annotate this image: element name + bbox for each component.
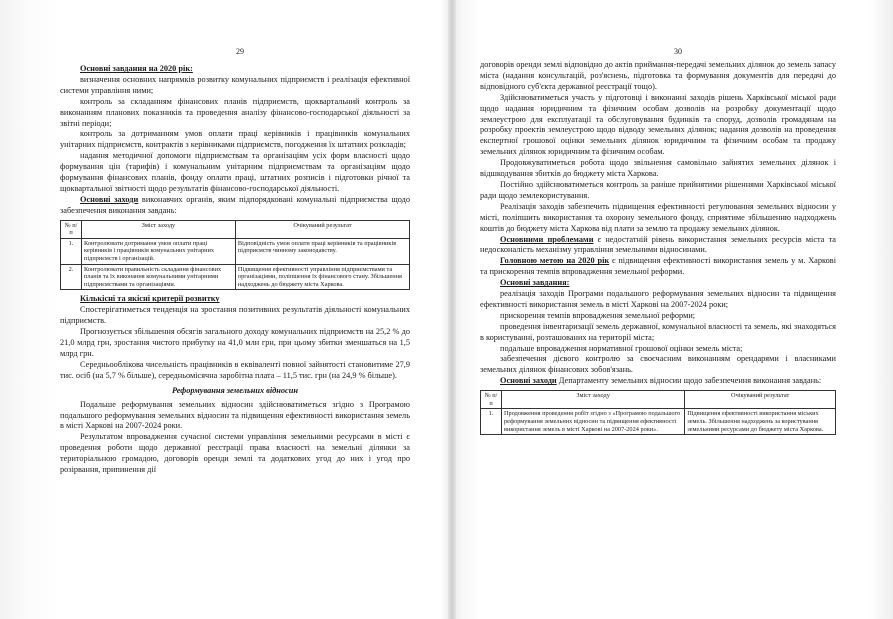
task-item: подальше впровадження нормативної грошової оцінки земель міста;	[500, 343, 743, 353]
table-header: Зміст заходу	[502, 391, 685, 409]
task-item: визначення основних напрямків розвитку комунальних підприємств і реалізація ефективної системи управління ними;	[60, 74, 410, 95]
task-item: проведення інвентаризації земель державної, комунальної власності та земель, які знаходяться в користуванні, розташованих на території міста;	[480, 321, 836, 342]
table-header: Зміст заходу	[82, 220, 236, 238]
page-fold	[448, 0, 456, 619]
task-item: контроль за складанням фінансових планів підприємств, щоквартальний контроль за виконанням планових показників та проведення аналізу фінансово-господарської діяльності за звітні періоди;	[60, 96, 410, 128]
measures-table-right	[480, 390, 836, 435]
paragraph: Здійснюватиметься участь у підготовці і виконанні заходів рішень Харківської міської ради щодо надання юридичним та фізичним особам дозволів на розробку документації щодо землеустрою для експлуатації та обслуговування будинків та споруд, дозволів громадянам на розробку проектів землеустрою щодо відводу земельних ділянок; надання дозволів на проведення експертної грошової оцінки земельних ділянок юридичним та фізичним особам та продажу земельних ділянок юридичним та фізичним особам.	[480, 92, 836, 157]
section-paragraph: Результатом впровадження сучасної системи управління земельними ресурсами в місті є проведення роботи щодо державної реєстрації права власності на земельні ділянки за територіальною громадою, договорів оренди землі та додаткових угод до них і угод про розірвання, припинення дії	[60, 432, 410, 475]
goal-paragraph: Головною метою на 2020 рік є підвищення ефективності використання земель у м. Харкові та прискорення темпів впровадження земельної реформи.	[480, 256, 836, 277]
measures-table-left	[60, 220, 410, 291]
section-title: Реформування земельних відносин	[172, 385, 298, 395]
task-item: контроль за дотриманням умов оплати праці керівників і працівників комунальних унітарних підприємств, контрактів з керівниками підприємств, погодження їх штатних розкладів;	[60, 129, 410, 150]
table-header: Очікуваний результат	[235, 220, 409, 238]
problems-paragraph: Основними проблемами є недостатній рівень використання земельних ресурсів міста та недосконалість механізму управління земельними відносинами.	[480, 234, 836, 255]
left-page-content	[60, 64, 410, 476]
task-item: забезпечення дієвого контролю за своєчасним виконанням орендарями і власниками земельних ділянок фінансових зобов'язань.	[480, 354, 836, 375]
table-header: Очікуваний результат	[685, 391, 836, 409]
criteria-heading: Кількісні та якісні критерії розвитку	[80, 294, 220, 304]
task-item: прискорення темпів впровадження земельної реформи;	[500, 310, 696, 320]
section-paragraph: Подальше реформування земельних відносин здійснюватиметься згідно з Програмою подальшого реформування земельних відносин та підвищення ефективності використання земель в місті Харкові на 2007-2024 роки.	[60, 399, 410, 431]
task-item: надання методичної допомоги підприємствам та організаціям усіх форм власності щодо формування цін (тарифів) і комунальним унітарним підприємствам та організаціям щодо формування фінансових планів, фонду оплати праці, штатних розписів і підготовки річної та щоквартальної звітності щодо результатів фінансово-господарської діяльності.	[60, 151, 410, 193]
page-number-right: 30	[674, 47, 682, 56]
criteria-item: Спостерігатиметься тенденція на зростання позитивних результатів діяльності комунальних підприємств.	[60, 305, 410, 326]
task-item: реалізація заходів Програми подальшого реформування земельних відносин та підвищення ефективності використання земель в місті Харкові на 2007-2024 роки;	[480, 289, 836, 309]
table-row: 2. Контролювати правильність складання фінансових планів та їх виконання комунальними унітарними підприємствами та організаціями. Підвищення ефективності управління підприємствами та організаціями, поліпшення їх фінансового стану. Збільшення надходжень до бюджету міста Харкова.	[61, 264, 410, 290]
measures-intro: Основні заходи виконавчих органів, яким підпорядковані комунальні підприємства щодо забезпечення виконання завдань:	[60, 194, 410, 215]
criteria-item: Середньооблікова чисельність працівників в еквіваленті повної зайнятості становитиме 27,9 тис. осіб (на 5,7 % більше), середньомісячна заробітна плата – 11,5 тис. грн (на 24,9 % більше).	[60, 359, 410, 380]
right-page-content	[480, 60, 836, 439]
table-row: 1. Продовження проведення робіт згідно з «Програмою подальшого реформування земельних відносин та підвищення ефективності використання земель в місті Харкові на 2007-2024 роки». Підвищення ефективності використання міських земель. Збільшення надходжень за користування земельними ресурсами до бюджету міста Харкова.	[481, 409, 836, 435]
table-header: № п/п	[61, 220, 82, 238]
tasks-heading-right: Основні завдання:	[500, 278, 570, 288]
tasks-heading: Основні завдання на 2020 рік:	[80, 64, 193, 73]
paragraph: Продовжуватиметься робота щодо звільнення самовільно зайнятих земельних ділянок і відшкодування збитків до бюджету міста Харкова.	[480, 158, 836, 179]
table-header: № п/п	[481, 391, 502, 409]
paragraph: Постійно здійснюватиметься контроль за раніше прийнятими рішеннями Харківської міської ради щодо землекористування.	[480, 179, 836, 200]
page-number-left: 29	[236, 47, 244, 56]
measures-intro-right: Основні заходи Департаменту земельних відносин щодо забезпечення виконання завдань:	[500, 376, 822, 386]
paragraph: договорів оренди землі відповідно до актів приймання-передачі земельних ділянок до земель запасу міста (надання консультацій, роз'яснень, підготовка та формування документів для передачі до відповідного суб'єкта державної реєстрації тощо).	[480, 60, 836, 91]
criteria-item: Прогнозується збільшення обсягів загального доходу комунальних підприємств на 25,2 % до 21,0 млрд грн, зростання чистого прибутку на 41,0 млн грн, при цьому збитки зменшаться на 1,5 млрд грн.	[60, 327, 410, 358]
paragraph: Реалізація заходів забезпечить підвищення ефективності регулювання земельних відносин у місті, поліпшить використання та охорону земельного фонду, сприятиме збільшенню надходжень коштів до бюджету міста Харкова від плати за землю та продажу земельних ділянок.	[480, 201, 836, 233]
table-row: 1. Контролювати дотримання умов оплати праці керівників і працівників комунальних унітарних підприємств і організацій. Відповідність умов оплати праці керівників та працівників підприємств чинному законодавству.	[61, 238, 410, 264]
